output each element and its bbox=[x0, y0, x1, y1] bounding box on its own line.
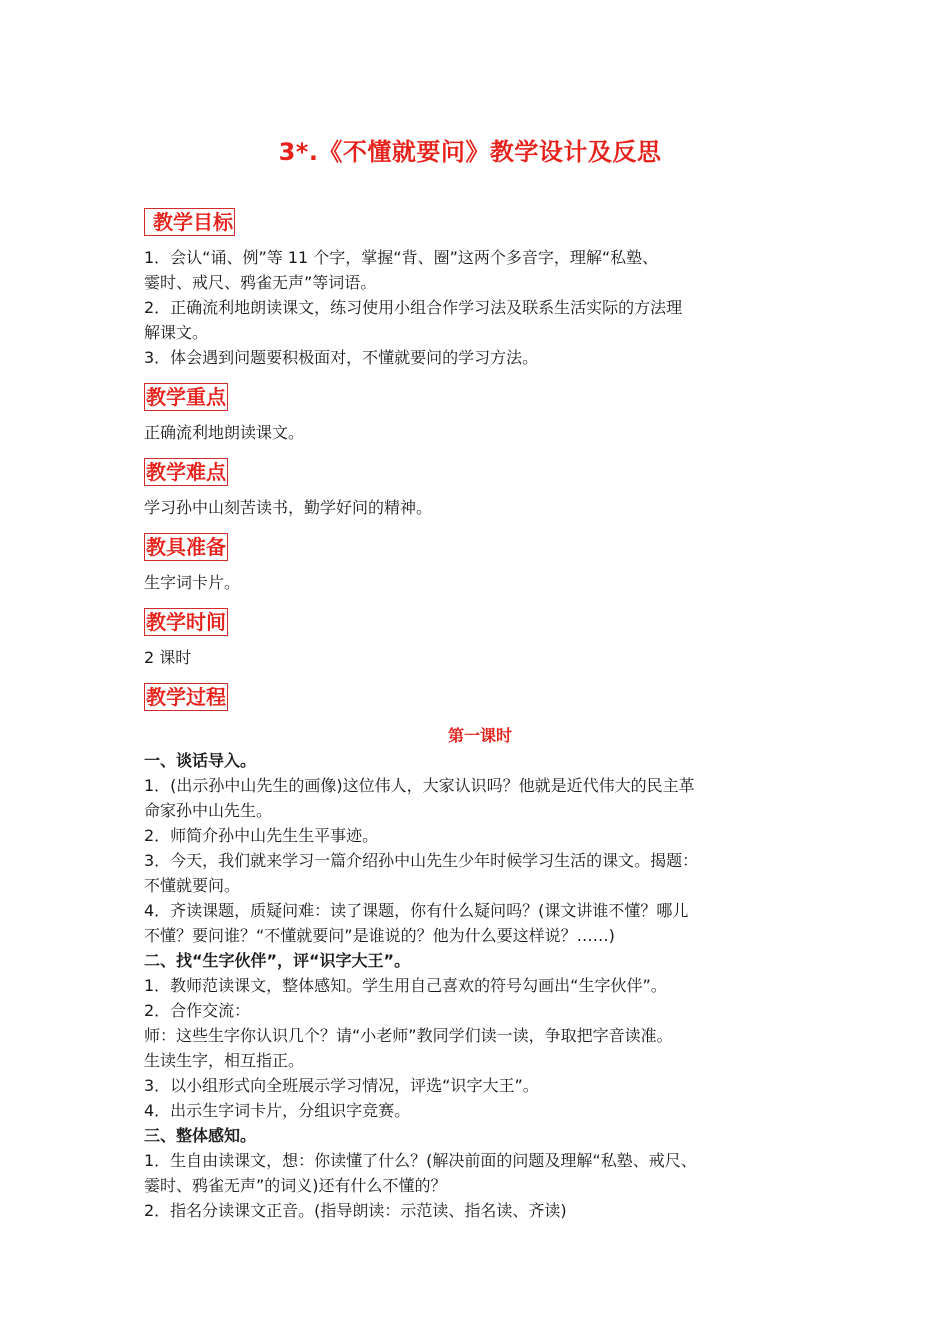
part-line: 不懂？要问谁？“不懂就要问”是谁说的？他为什么要这样说？……) bbox=[144, 926, 615, 945]
part-line: 霎时、鸦雀无声”的词义)还有什么不懂的？ bbox=[144, 1176, 447, 1195]
section-heading-key-points: 教学重点 bbox=[146, 385, 226, 409]
section-time bbox=[144, 608, 816, 670]
part-line: 3．今天，我们就来学习一篇介绍孙中山先生少年时候学习生活的课文。揭题： bbox=[144, 851, 699, 870]
goals-line: 解课文。 bbox=[144, 323, 209, 342]
part-line: 命家孙中山先生。 bbox=[144, 801, 273, 820]
goals-line: 1．会认“诵、例”等 11 个字，掌握“背、圈”这两个多音字，理解“私塾、 bbox=[144, 248, 659, 267]
section-heading-process: 教学过程 bbox=[146, 685, 226, 709]
part-line: 2．合作交流： bbox=[144, 1001, 251, 1020]
lesson-title: 第一课时 bbox=[447, 726, 512, 745]
difficulties-text: 学习孙中山刻苦读书，勤学好问的精神。 bbox=[144, 498, 433, 517]
part-heading: 三、整体感知。 bbox=[144, 1126, 257, 1145]
section-heading-goals: 教学目标 bbox=[144, 208, 235, 236]
part-line: 生读生字，相互指正。 bbox=[144, 1051, 305, 1070]
section-goals bbox=[144, 208, 816, 370]
section-key-points bbox=[144, 383, 816, 445]
section-difficulties bbox=[144, 458, 816, 520]
section-heading-difficulties: 教学难点 bbox=[146, 460, 226, 484]
part-line: 2．指名分读课文正音。(指导朗读：示范读、指名读、齐读) bbox=[144, 1201, 567, 1220]
part-line: 师：这些生字你认识几个？请“小老师”教同学们读一读，争取把字音读准。 bbox=[144, 1026, 673, 1045]
section-process bbox=[144, 683, 816, 1223]
part-line: 4．出示生字词卡片，分组识字竞赛。 bbox=[144, 1101, 411, 1120]
part-heading: 二、找“生字伙伴”，评“识字大王”。 bbox=[144, 951, 411, 970]
time-text: 2 课时 bbox=[144, 648, 192, 667]
part-line: 1．教师范读课文，整体感知。学生用自己喜欢的符号勾画出“生字伙伴”。 bbox=[144, 976, 667, 995]
part-line: 3．以小组形式向全班展示学习情况，评选“识字大王”。 bbox=[144, 1076, 539, 1095]
materials-text: 生字词卡片。 bbox=[144, 573, 241, 592]
goals-line: 霎时、戒尺、鸦雀无声”等词语。 bbox=[144, 273, 377, 292]
part-line: 2．师简介孙中山先生生平事迹。 bbox=[144, 826, 379, 845]
part-line: 不懂就要问。 bbox=[144, 876, 241, 895]
part-line: 1．(出示孙中山先生的画像)这位伟人，大家认识吗？他就是近代伟大的民主革 bbox=[144, 776, 695, 795]
key-points-text: 正确流利地朗读课文。 bbox=[144, 423, 305, 442]
document-body bbox=[144, 208, 816, 1223]
section-heading-time: 教学时间 bbox=[146, 610, 226, 634]
part-line: 1．生自由读课文，想：你读懂了什么？(解决前面的问题及理解“私塾、戒尺、 bbox=[144, 1151, 697, 1170]
goals-list bbox=[144, 245, 816, 370]
part-line: 4．齐读课题，质疑问难：读了课题，你有什么疑问吗？(课文讲谁不懂？哪儿 bbox=[144, 901, 689, 920]
section-materials bbox=[144, 533, 816, 595]
goals-line: 3．体会遇到问题要积极面对，不懂就要问的学习方法。 bbox=[144, 348, 539, 367]
document-title: 3*.《不懂就要问》教学设计及反思 bbox=[278, 138, 662, 166]
goals-line: 2．正确流利地朗读课文，练习使用小组合作学习法及联系生活实际的方法理 bbox=[144, 298, 683, 317]
section-heading-materials: 教具准备 bbox=[146, 535, 226, 559]
part-heading: 一、谈话导入。 bbox=[144, 751, 257, 770]
